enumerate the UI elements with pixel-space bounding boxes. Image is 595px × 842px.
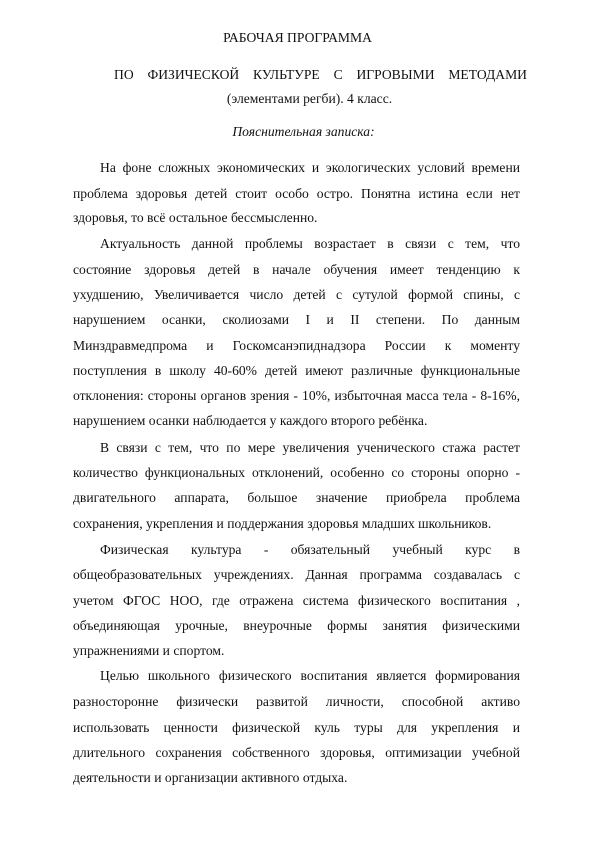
paragraph-line: поступления в школу 40-60% детей имеют различные функциональные: [73, 363, 520, 378]
paragraph-line: Физическая культура - обязательный учебный курс в: [100, 542, 520, 557]
paragraph-line: проблема здоровья детей стоит особо остро. Понятна истина если нет: [73, 186, 520, 201]
paragraph-line: Минздравмедпрома и Госкомсанэпиднадзора России к моменту: [73, 338, 520, 353]
document-subtitle: ПО ФИЗИЧЕСКОЙ КУЛЬТУРЕ С ИГРОВЫМИ МЕТОДАМИ: [114, 67, 527, 82]
paragraph-line: количество функциональных отклонений, особенно со стороны опорно -: [73, 465, 520, 480]
document-title: РАБОЧАЯ ПРОГРАММА: [223, 30, 372, 45]
paragraph-line: На фоне сложных экономических и экологических условий времени: [100, 160, 520, 175]
paragraph-line: деятельности и организации активного отдыха.: [73, 770, 348, 785]
paragraph-line: В связи с тем, что по мере увеличения ученического стажа растет: [100, 440, 520, 455]
paragraph-line: ухудшению, Увеличивается число детей с сутулой формой спины, с: [73, 287, 520, 302]
section-heading: Пояснительная записка:: [232, 124, 375, 139]
paragraph-line: двигательного аппарата, большое значение приобрела проблема: [73, 490, 520, 505]
paragraph-line: нарушением осанки, сколиозами I и II степени. По данным: [73, 312, 520, 327]
paragraph-line: учетом ФГОС НОО, где отражена система физического воспитания ,: [73, 593, 520, 608]
paragraph-line: общеобразовательных учреждениях. Данная программа создавалась с: [73, 567, 520, 582]
paragraph-line: состояние здоровья детей в начале обучения имеет тенденцию к: [73, 262, 520, 277]
paragraph-line: использовать ценности физической куль туры для укрепления и: [73, 720, 520, 735]
paragraph-line: сохранения, укрепления и поддержания здоровья младших школьников.: [73, 516, 492, 531]
paragraph-line: Целью школьного физического воспитания является формирования: [100, 668, 520, 683]
paragraph-line: Актуальность данной проблемы возрастает в связи с тем, что: [100, 236, 520, 251]
paragraph-line: отклонения: стороны органов зрения - 10%, избыточная масса тела - 8-16%,: [73, 388, 520, 403]
paragraph-line: длительного сохранения собственного здоровья, оптимизации учебной: [73, 745, 520, 760]
paragraph-line: нарушением осанки наблюдается у каждого второго ребёнка.: [73, 413, 428, 428]
document-subtitle-continuation: (элементами регби). 4 класс.: [226, 91, 393, 106]
paragraph-line: упражнениями и спортом.: [73, 643, 225, 658]
paragraph-line: разносторонне физически развитой личности, способной активо: [73, 694, 520, 709]
paragraph-line: здоровья, то всё остальное бессмысленно.: [73, 210, 318, 225]
paragraph-line: объединяющая урочные, внеурочные формы занятия физическими: [73, 618, 520, 633]
